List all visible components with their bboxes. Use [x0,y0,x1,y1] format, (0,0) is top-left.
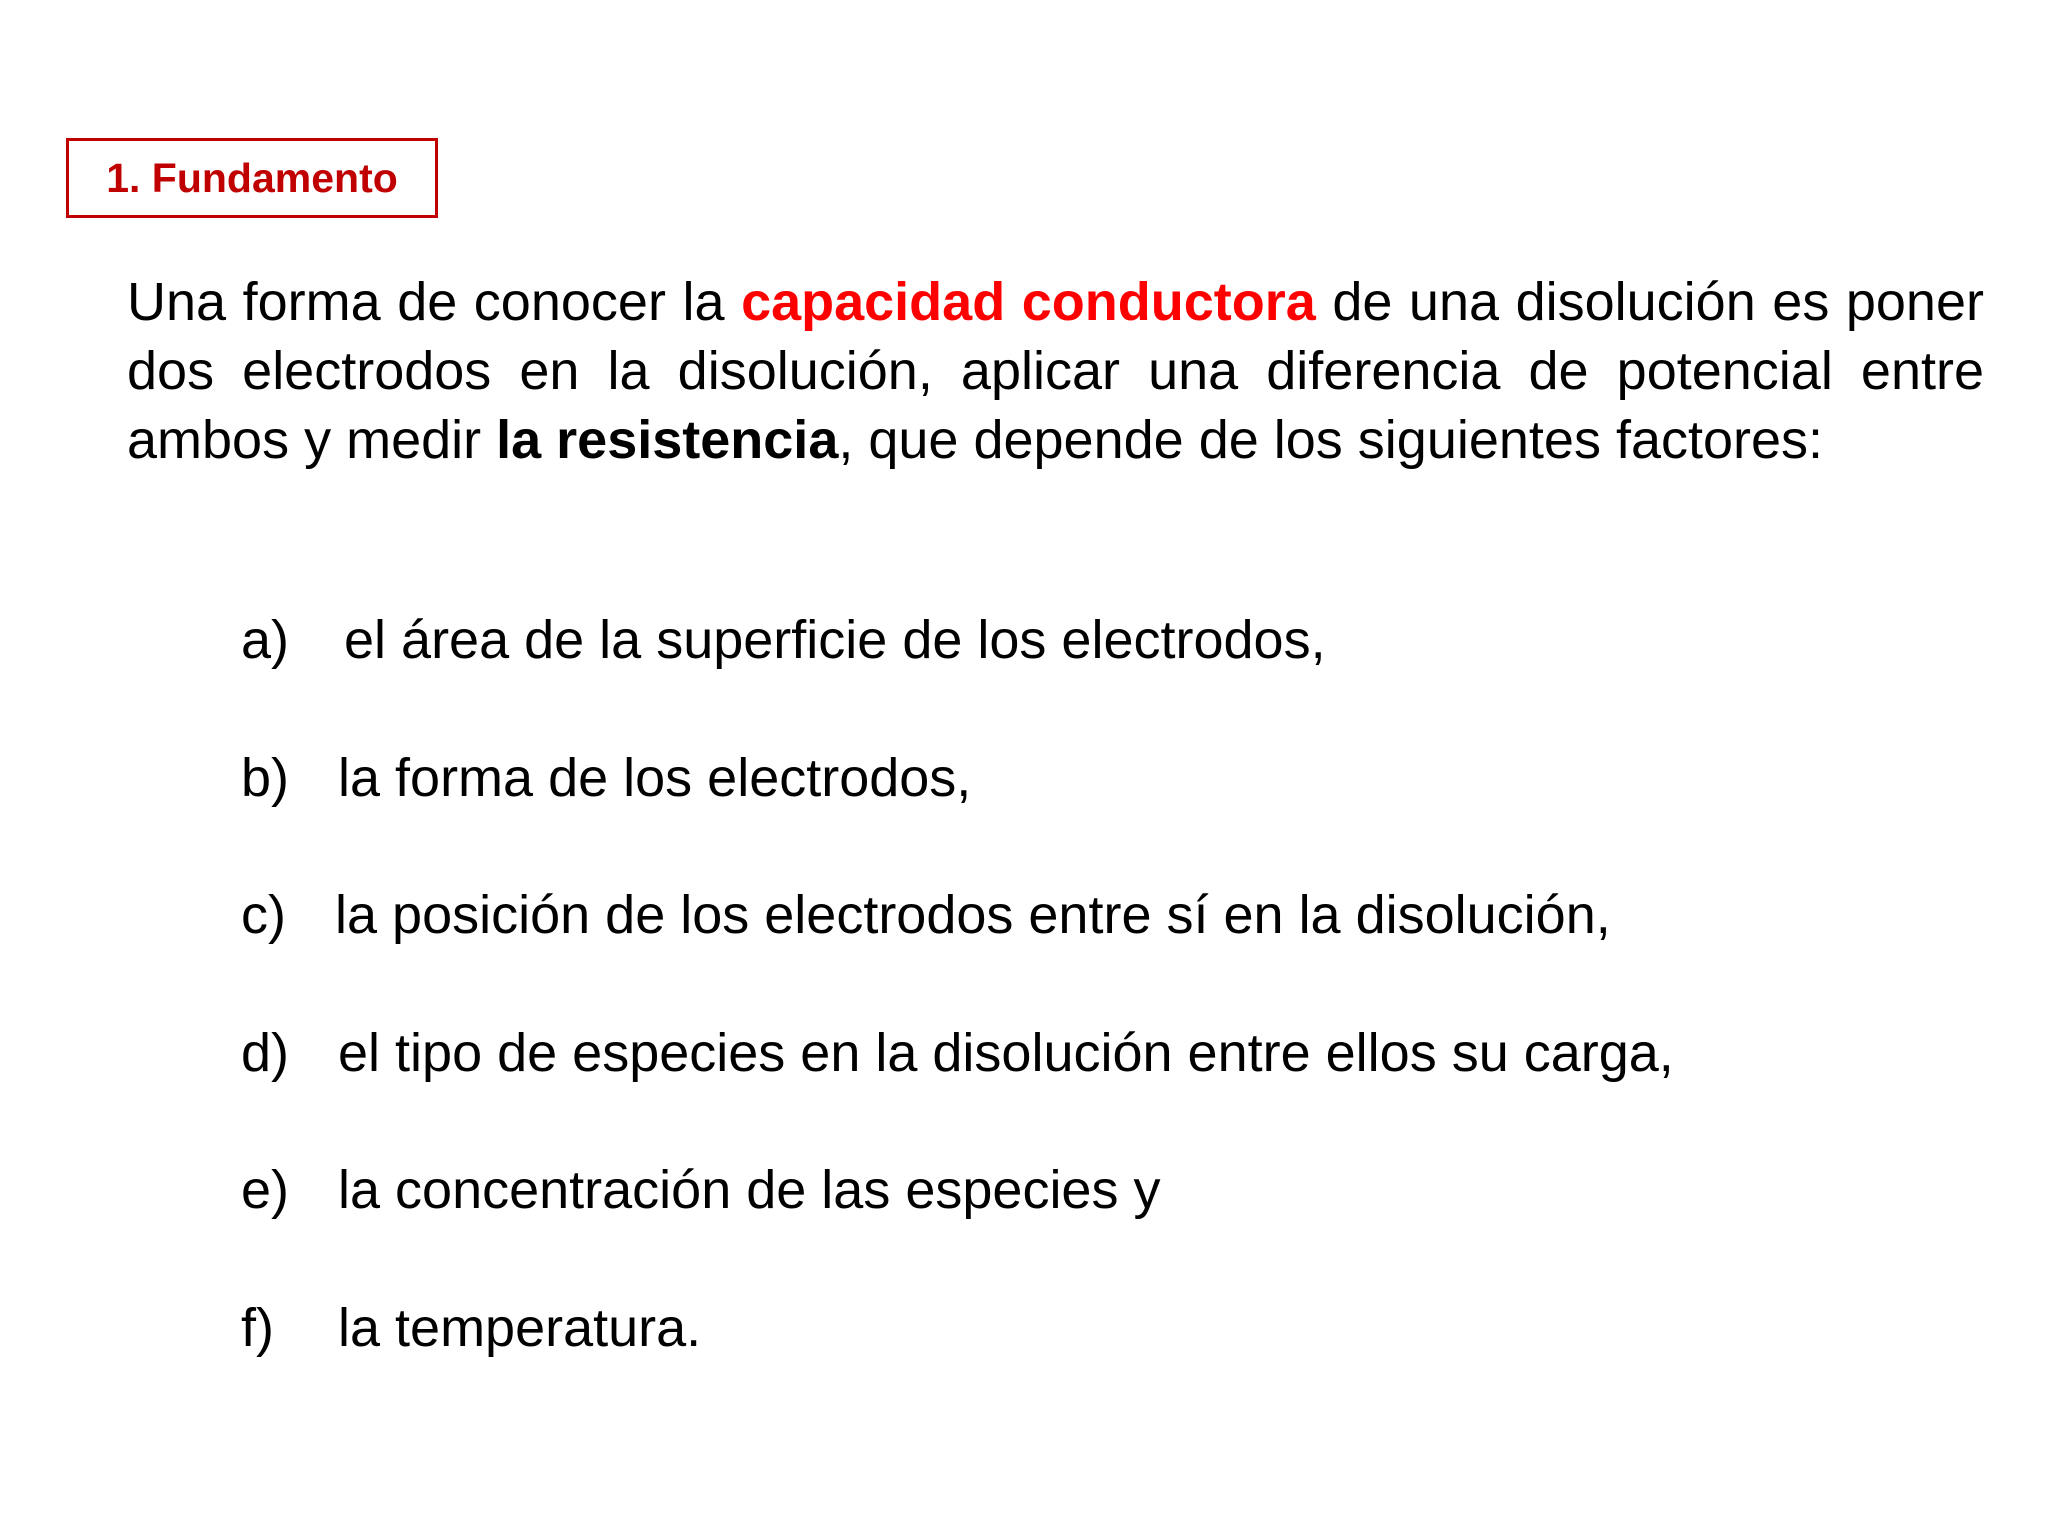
intro-text-part3: , que depende de los siguientes factores: [838,410,1824,470]
intro-text-part2: de una disolución es poner dos electrodos en la disolución, aplicar una diferencia de potencial entre ambos y medir [127,272,1984,470]
list-item-text: la posición de los electrodos entre sí en la disolución, [335,885,1611,945]
list-item-letter: a) [241,610,290,670]
list-item-text: el tipo de especies en la disolución entre ellos su carga, [338,1023,1674,1083]
list-item-letter: b) [241,748,290,808]
section-heading-box [66,138,438,218]
intro-highlight-capacidad: capacidad conductora [741,272,1316,332]
list-item-text: el área de la superficie de los electrodos, [344,610,1326,670]
list-item-text: la forma de los electrodos, [338,748,972,808]
list-item-letter: f) [241,1298,274,1358]
list-item-letter: d) [241,1023,290,1083]
section-title: 1. Fundamento [106,154,398,201]
list-item-text: la temperatura. [338,1298,702,1358]
intro-bold-resistencia: la resistencia [496,410,839,470]
list-item-text: la concentración de las especies y [338,1160,1161,1220]
list-item-letter: e) [241,1160,290,1220]
intro-text-part1: Una forma de conocer la [127,272,742,332]
intro-paragraph [127,268,1984,475]
list-item-letter: c) [241,885,286,945]
